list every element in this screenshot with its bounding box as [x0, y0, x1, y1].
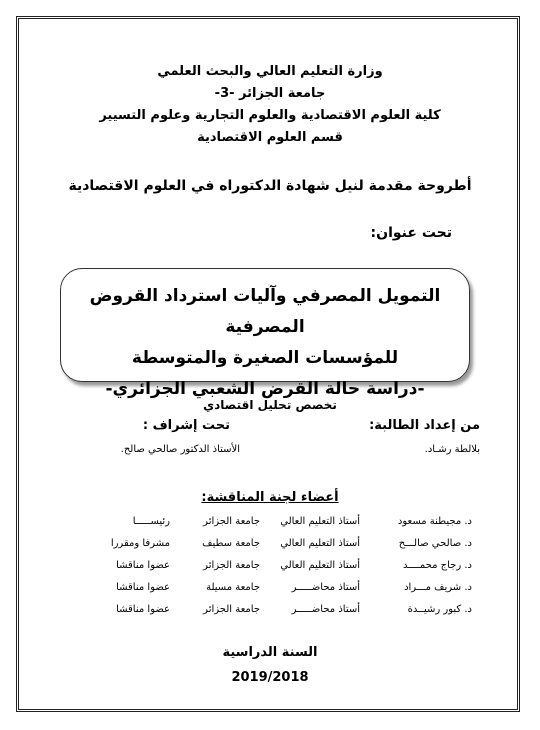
member-institution: جامعة مسيلة	[206, 582, 260, 593]
member-role: مشرفا ومقررا	[110, 538, 170, 549]
academic-year-label: السنة الدراسية	[222, 645, 318, 660]
committee-row	[62, 560, 472, 580]
academic-year-value: 2019/2018	[231, 670, 309, 685]
ministry-line: وزارة التعليم العالي والبحث العلمي	[157, 64, 383, 79]
title-label: تحت عنوان:	[370, 225, 452, 241]
student-name: بلالطة رشـاد.	[424, 444, 480, 455]
thesis-type: أطروحة مقدمة لنيل شهادة الدكتوراه في العلوم الاقتصادية	[68, 178, 472, 194]
member-role: عضوا مناقشا	[116, 560, 170, 571]
member-rank: أستاذ محاضـــــر	[291, 582, 360, 593]
member-name: د. شريف مـــراد	[404, 582, 472, 593]
title-line-2: للمؤسسات الصغيرة والمتوسطة	[131, 348, 399, 368]
supervisor-name: الأستاذ الدكتور صالحي صالح.	[120, 444, 240, 455]
title-box	[60, 268, 470, 399]
member-institution: جامعة سطيف	[202, 538, 260, 549]
member-rank: أستاذ التعليم العالي	[280, 560, 360, 571]
committee-row	[62, 538, 472, 558]
department-line: قسم العلوم الاقتصادية	[197, 130, 343, 145]
title-line-1: التمويل المصرفي وآليات استرداد القروض المصرفية	[89, 286, 441, 337]
committee-title: أعضاء لجنة المناقشة:	[201, 490, 339, 505]
member-institution: جامعة الجزائر	[203, 516, 260, 527]
member-role: عضوا مناقشا	[116, 582, 170, 593]
member-name: د. كبور رشيــدة	[407, 604, 472, 615]
member-rank: أستاذ التعليم العالي	[280, 516, 360, 527]
student-label: من إعداد الطالبة:	[369, 418, 480, 433]
committee-row	[62, 582, 472, 602]
committee-row	[62, 516, 472, 536]
member-rank: أستاذ محاضـــــر	[291, 604, 360, 615]
committee-row	[62, 604, 472, 624]
member-rank: أستاذ التعليم العالي	[280, 538, 360, 549]
faculty-line: كلية العلوم الاقتصادية والعلوم التجارية وعلوم التسيير	[99, 108, 441, 123]
member-institution: جامعة الجزائر	[203, 604, 260, 615]
member-role: عضوا مناقشا	[116, 604, 170, 615]
member-institution: جامعة الجزائر	[203, 560, 260, 571]
member-role: رئيســـــا	[132, 516, 170, 527]
specialization: تخصص تحليل اقتصادي	[203, 398, 337, 412]
title-line-3: -دراسة حالة القرض الشعبي الجزائري-	[105, 379, 425, 399]
university-line: جامعة الجزائر -3-	[214, 86, 326, 101]
supervisor-label: تحت إشراف :	[142, 418, 230, 433]
member-name: د. رجاج محمــــد	[402, 560, 472, 571]
member-name: د. صالحي صالـــح	[398, 538, 472, 549]
member-name: د. مجيطنة مسعود	[397, 516, 472, 527]
